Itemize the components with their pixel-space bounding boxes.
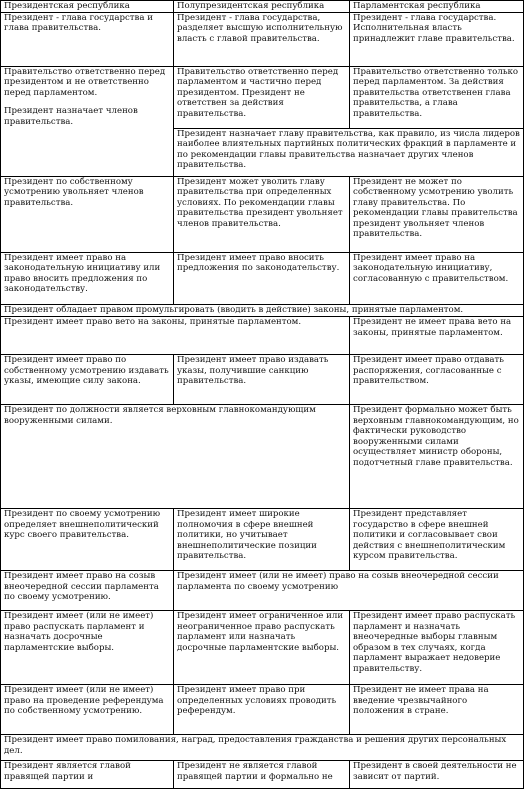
cell: Президент имеет право помилования, наград, предоставления гражданства и решения других персональных дел. <box>1 735 524 761</box>
cell: Президент не может по собственному усмотрению уволить главу правительства. По рекомендации главы правительства президент увольняет членов правительства. <box>350 177 524 253</box>
cell-text: Правительство ответственно перед президентом и не ответственно перед парламентом. <box>4 67 166 98</box>
table-row <box>1 509 524 571</box>
table-row <box>1 317 524 355</box>
table-row <box>1 761 524 789</box>
cell: Президент обладает правом промульгировать (вводить в действие) законы, принятые парламентом. <box>1 305 524 317</box>
table-row <box>1 685 524 735</box>
table-row <box>1 13 524 67</box>
cell: Президент имеет право издавать указы, получившие санкцию правительства. <box>174 355 350 405</box>
cell: Президент имеет (или не имеет) право на проведение референдума по собственному усмотрению. <box>1 685 174 735</box>
cell: Президент в своей деятельности не зависит от партий. <box>350 761 524 789</box>
table-row <box>1 253 524 305</box>
cell: Президент имеет право на законодательную инициативу, согласованную с правительством. <box>350 253 524 305</box>
header-semi-presidential: Полупрезидентская республика <box>174 1 350 13</box>
cell: Президент имеет ограниченное или неограниченное право распускать парламент или назначать досрочные парламентские выборы. <box>174 611 350 685</box>
table-row <box>1 67 524 129</box>
header-presidential: Президентская республика <box>1 1 174 13</box>
table-row <box>1 735 524 761</box>
cell: Президент может уволить главу правительства при определенных условиях. По рекомендации главы правительства президент увольняет членов правительства. <box>174 177 350 253</box>
cell: Президент имеет право отдавать распоряжения, согласованные с правительством. <box>350 355 524 405</box>
header-row <box>1 1 524 13</box>
cell: Президент представляет государство в сфере внешней политики и согласовывает свои действия с внешнеполитическим курсом правительства. <box>350 509 524 571</box>
table-row <box>1 571 524 611</box>
cell: Президент по должности является верховным главнокомандующим вооруженными силами. <box>1 405 350 509</box>
spacer <box>4 98 170 106</box>
cell: Президент имеет право при определенных условиях проводить референдум. <box>174 685 350 735</box>
table-row <box>1 305 524 317</box>
cell: Президент не имеет права на введение чрезвычайного положения в стране. <box>350 685 524 735</box>
cell: Президент имеет право вносить предложения по законодательству. <box>174 253 350 305</box>
header-parliamentary: Парламентская республика <box>350 1 524 13</box>
cell: Президент имеет право на созыв внеочередной сессии парламента по своему усмотрению. <box>1 571 174 611</box>
cell: Президент не имеет права вето на законы, принятые парламентом. <box>350 317 524 355</box>
cell: Президент имеет право на законодательную инициативу или право вносить предложения по законодательству. <box>1 253 174 305</box>
cell: Президент - глава государства. Исполнительная власть принадлежит главе правительства. <box>350 13 524 67</box>
table-row <box>1 355 524 405</box>
cell: Президент имеет широкие полномочия в сфере внешней политики, но учитывает внешнеполитические позиции правительства. <box>174 509 350 571</box>
cell: Президент является главой правящей партии и <box>1 761 174 789</box>
table-row <box>1 177 524 253</box>
cell: Правительство ответственно только перед парламентом. За действия правительства ответственен глава правительства, а глава правительства. <box>350 67 524 129</box>
cell: Правительство ответственно перед парламентом и частично перед президентом. Президент не ответствен за действия правительства. <box>174 67 350 129</box>
cell: Президент имеет право распускать парламент и назначать внеочередные выборы главным образом в тех случаях, когда парламент выражает недоверие правительству. <box>350 611 524 685</box>
cell: Президент - глава государства и глава правительства. <box>1 13 174 67</box>
cell: Президент имеет (или не имеет) право на созыв внеочередной сессии парламента по своему усмотрению <box>174 571 524 611</box>
cell: Президент назначает главу правительства, как правило, из числа лидеров наиболее влиятельных партийных политических фракций в парламенте и по рекомендации главы правительства назначает других членов правительства. <box>174 129 524 177</box>
cell: Президент имеет право вето на законы, принятые парламентом. <box>1 317 350 355</box>
cell: Президент по своему усмотрению определяет внешнеполитический курс своего правительства. <box>1 509 174 571</box>
cell: Президент по собственному усмотрению увольняет членов правительства. <box>1 177 174 253</box>
cell: Президент не является главой правящей партии и формально не <box>174 761 350 789</box>
table-row <box>1 405 524 509</box>
cell-text: Президент назначает членов правительства. <box>4 106 138 127</box>
cell: Президент - глава государства, разделяет высшую исполнительную власть с главой правительства. <box>174 13 350 67</box>
cell <box>1 67 174 177</box>
cell: Президент формально может быть верховным главнокомандующим, но фактически руководство вооруженными силами осуществляет министр обороны, подотчетный главе правительства. <box>350 405 524 509</box>
cell: Президент имеет право по собственному усмотрению издавать указы, имеющие силу закона. <box>1 355 174 405</box>
table-row <box>1 611 524 685</box>
cell: Президент имеет (или не имеет) право распускать парламент и назначать досрочные парламентские выборы. <box>1 611 174 685</box>
